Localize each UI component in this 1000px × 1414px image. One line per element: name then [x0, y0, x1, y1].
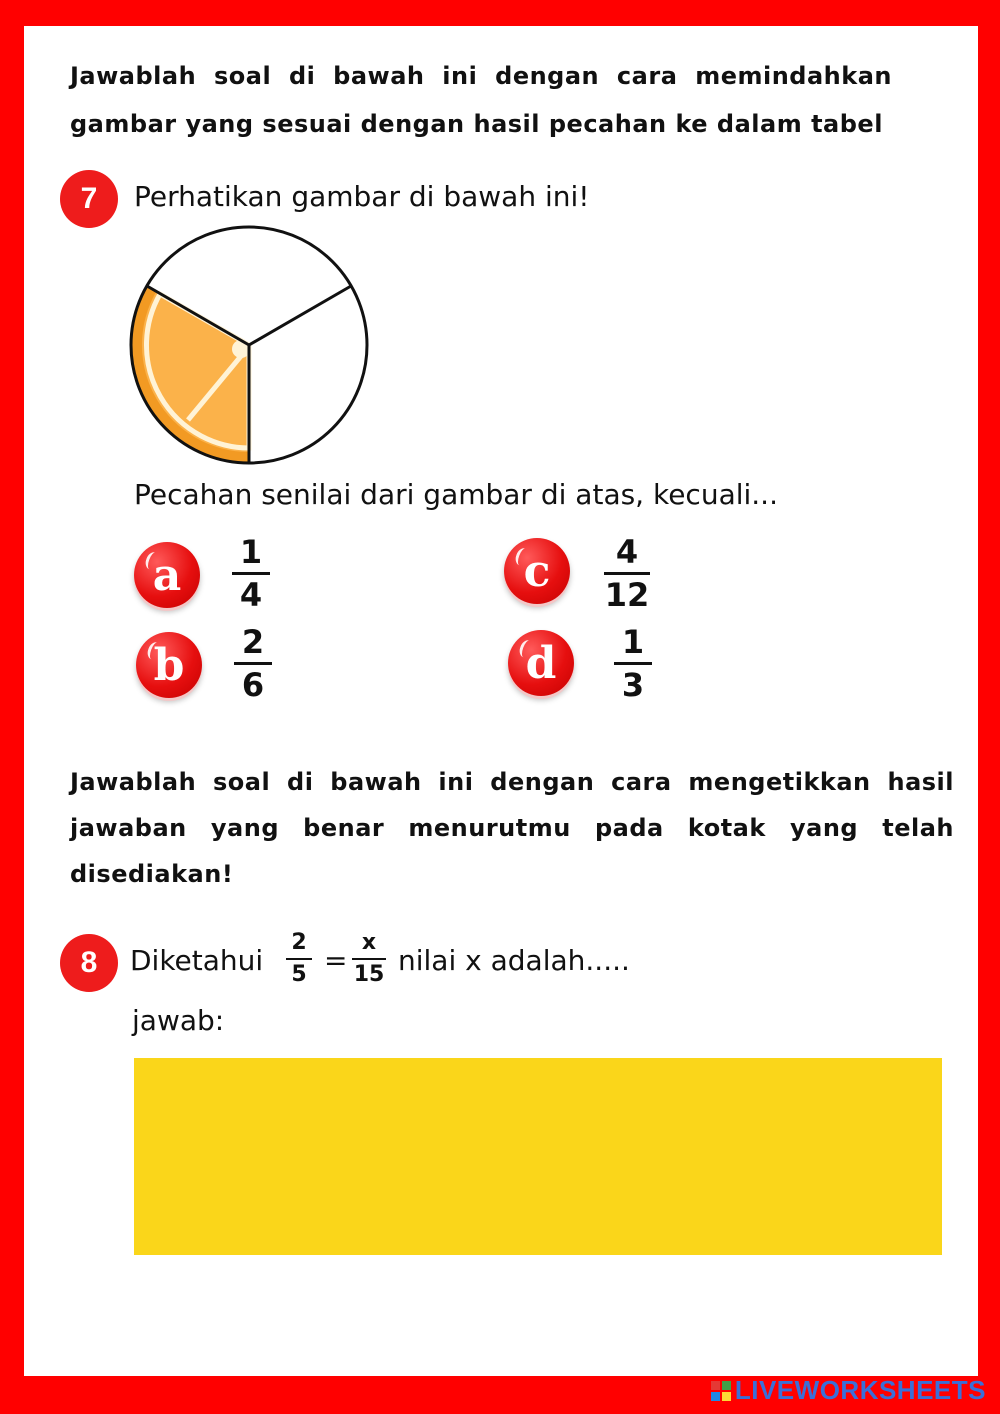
option-a-button[interactable]: a	[134, 542, 200, 608]
question-8-prefix: Diketahui	[130, 944, 264, 977]
answer-input[interactable]	[134, 1058, 942, 1255]
option-b-fraction	[234, 623, 272, 704]
option-b-button[interactable]: b	[136, 632, 202, 698]
instruction-2-line2: jawaban yang benar menurutmu pada kotak yang telah	[70, 814, 954, 842]
instruction-1-line2: gambar yang sesuai dengan hasil pecahan ke dalam tabel	[70, 110, 883, 138]
fraction-2-denominator: 15	[353, 962, 385, 987]
question-8-fraction-1	[286, 932, 312, 986]
option-d-fraction	[614, 623, 652, 704]
option-a-numerator: 1	[239, 533, 263, 571]
question-8-number: 8	[60, 934, 118, 992]
option-d-numerator: 1	[621, 623, 645, 661]
worksheet-page	[24, 26, 978, 1376]
orange-fraction-circle	[128, 224, 378, 468]
fraction-bar	[286, 958, 312, 960]
liveworksheets-logo[interactable]	[711, 1375, 986, 1406]
logo-grid-icon	[711, 1381, 731, 1401]
fraction-1-denominator: 5	[291, 962, 307, 987]
option-b-numerator: 2	[241, 623, 265, 661]
fraction-bar	[232, 572, 270, 575]
option-b-denominator: 6	[241, 666, 265, 704]
fraction-bar	[234, 662, 272, 665]
fraction-bar	[604, 572, 650, 575]
option-a-denominator: 4	[239, 576, 263, 614]
option-c-button[interactable]: c	[504, 538, 570, 604]
question-7-prompt: Perhatikan gambar di bawah ini!	[134, 180, 590, 213]
option-a-fraction	[232, 533, 270, 614]
logo-text: LIVEWORKSHEETS	[734, 1375, 986, 1405]
option-d-button[interactable]: d	[508, 630, 574, 696]
question-8-suffix: nilai x adalah.....	[398, 944, 630, 977]
equals-sign: =	[324, 944, 348, 977]
option-d-denominator: 3	[621, 666, 645, 704]
fraction-2-numerator: x	[361, 930, 377, 955]
instruction-1-line1: Jawablah soal di bawah ini dengan cara memindahkan	[70, 62, 892, 90]
question-8-fraction-2	[352, 932, 386, 986]
fraction-1-numerator: 2	[291, 930, 307, 955]
instruction-2-line3: disediakan!	[70, 860, 234, 888]
question-7-number: 7	[60, 170, 118, 228]
answer-label: jawab:	[132, 1004, 225, 1037]
question-7-text: Pecahan senilai dari gambar di atas, kecuali...	[134, 478, 778, 511]
instruction-2-line1: Jawablah soal di bawah ini dengan cara mengetikkan hasil	[70, 768, 954, 796]
fraction-bar	[352, 958, 386, 960]
option-c-numerator: 4	[615, 533, 639, 571]
option-c-fraction	[604, 533, 650, 614]
option-c-denominator: 12	[604, 576, 650, 614]
fraction-bar	[614, 662, 652, 665]
